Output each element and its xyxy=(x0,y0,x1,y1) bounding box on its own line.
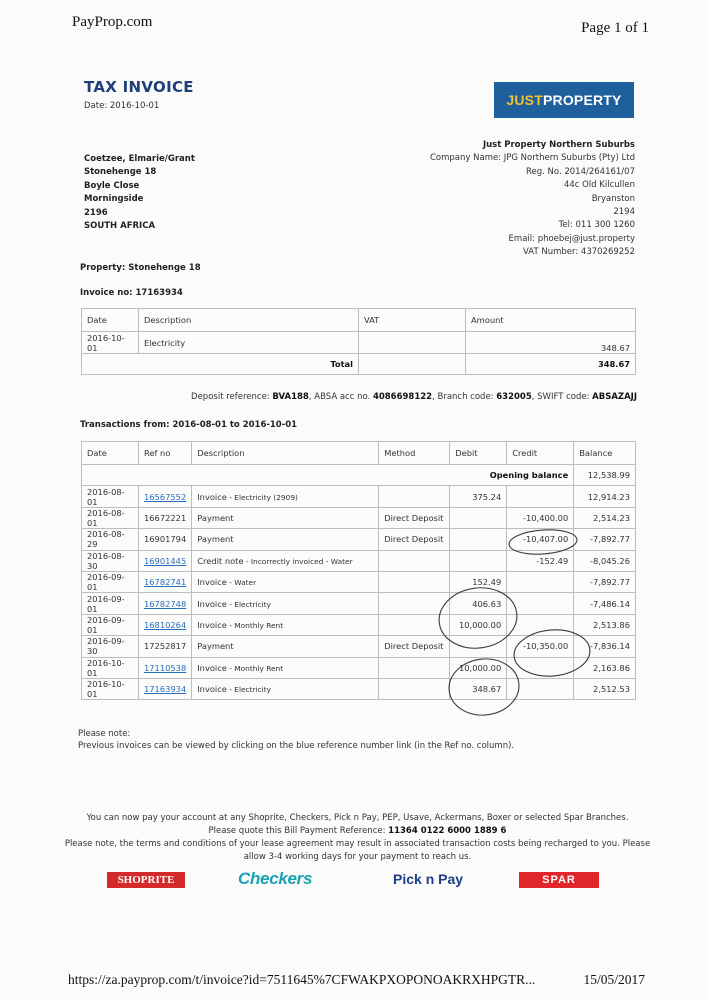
ref-text: 17252817 xyxy=(144,641,187,652)
spar-logo: SPAR xyxy=(519,872,599,888)
company-name: Just Property Northern Suburbs xyxy=(482,140,635,150)
table-row xyxy=(82,636,636,657)
col-method: Method xyxy=(379,442,450,465)
table-row xyxy=(82,571,636,592)
cell-credit xyxy=(507,678,574,699)
cell-description xyxy=(192,571,379,592)
transactions-table xyxy=(81,441,636,700)
cell-method: Direct Deposit xyxy=(379,636,450,657)
cell-description xyxy=(192,614,379,635)
total-vat xyxy=(359,354,466,375)
cell-debit xyxy=(450,636,507,657)
description-main: Invoice xyxy=(197,577,227,588)
transactions-heading: Transactions from: 2016-08-01 to 2016-10-01 xyxy=(80,420,298,430)
description-detail: - Electricity (2909) xyxy=(226,492,298,502)
cell-description xyxy=(192,550,379,571)
ref-text: 16672221 xyxy=(144,512,187,523)
ref-link[interactable]: 16782741 xyxy=(144,577,187,588)
col-vat: VAT xyxy=(359,309,466,332)
invoice-date: Date: 2016-10-01 xyxy=(84,101,160,111)
branch-code: 632005 xyxy=(496,392,532,402)
cell-date: 2016-09-01 xyxy=(82,614,139,635)
table-row xyxy=(82,678,636,699)
cell-description xyxy=(192,678,379,699)
table-row xyxy=(82,614,636,635)
cell-ref xyxy=(139,657,192,678)
address-line: 2196 xyxy=(84,207,108,218)
company-line: 2194 xyxy=(613,207,635,218)
cell-balance: -7,836.14 xyxy=(574,636,636,657)
note-title: Please note: xyxy=(78,729,131,739)
table-row xyxy=(82,657,636,678)
table-row xyxy=(82,529,636,550)
ref-link[interactable]: 17163934 xyxy=(144,684,187,695)
company-line: Bryanston xyxy=(591,193,635,204)
cell-balance: 2,163.86 xyxy=(574,657,636,678)
swift-prefix: , SWIFT code: xyxy=(531,392,593,402)
cell-date: 2016-08-01 xyxy=(82,486,139,507)
invoice-row-amount: 348.67 xyxy=(466,332,636,354)
logo-text-property: PROPERTY xyxy=(542,92,622,108)
col-date: Date xyxy=(82,442,139,465)
cell-description xyxy=(192,636,379,657)
cell-description xyxy=(192,657,379,678)
checkers-logo: Checkers xyxy=(238,869,313,888)
table-row xyxy=(82,486,636,507)
cell-description xyxy=(192,593,379,614)
description-main: Invoice xyxy=(197,684,227,695)
ref-link[interactable]: 16810264 xyxy=(144,619,187,630)
footer-line3: Please note, the terms and conditions of your lease agreement may result in associated transaction costs being recharged to you. Please allow 3-4 working days for your payment to reach us. xyxy=(64,839,651,862)
ref-link[interactable]: 17110538 xyxy=(144,662,187,673)
cell-description xyxy=(192,486,379,507)
description-main: Invoice xyxy=(197,598,227,609)
cell-debit: 10,000.00 xyxy=(450,614,507,635)
ref-text: 16901794 xyxy=(144,534,187,545)
company-line: Reg. No. 2014/264161/07 xyxy=(526,166,635,177)
cell-balance: 12,914.23 xyxy=(574,486,636,507)
address-line: Stonehenge 18 xyxy=(84,167,157,178)
invoice-number: Invoice no: 17163934 xyxy=(80,288,183,298)
cell-date: 2016-08-01 xyxy=(82,507,139,528)
branch-prefix: , Branch code: xyxy=(432,392,497,402)
cell-ref xyxy=(139,571,192,592)
cell-method xyxy=(379,571,450,592)
property-label: Property: Stonehenge 18 xyxy=(80,263,201,273)
cell-ref xyxy=(139,593,192,614)
cell-credit xyxy=(507,657,574,678)
cell-method xyxy=(379,486,450,507)
col-debit: Debit xyxy=(450,442,507,465)
cell-credit xyxy=(507,571,574,592)
description-detail: - Monthly Rent xyxy=(226,663,284,673)
cell-method xyxy=(379,550,450,571)
address-line: Coetzee, Elmarie/Grant xyxy=(84,154,195,164)
cell-balance: -7,486.14 xyxy=(574,593,636,614)
total-label: Total xyxy=(139,354,359,375)
col-credit: Credit xyxy=(507,442,574,465)
cell-date: 2016-08-30 xyxy=(82,550,139,571)
description-detail: - Electricity xyxy=(226,599,271,609)
cell-date: 2016-09-01 xyxy=(82,593,139,614)
table-row xyxy=(82,593,636,614)
cell-date: 2016-09-01 xyxy=(82,571,139,592)
account-number: 4086698122 xyxy=(372,392,433,402)
company-line: VAT Number: 4370269252 xyxy=(523,247,635,258)
cell-debit: 152.49 xyxy=(450,571,507,592)
description-main: Invoice xyxy=(197,662,227,673)
cell-debit xyxy=(450,507,507,528)
col-description: Description xyxy=(139,309,359,332)
swift-code: ABSAZAJJ xyxy=(592,392,637,402)
address-line: Boyle Close xyxy=(84,180,140,191)
cell-balance: -7,892.77 xyxy=(574,571,636,592)
table-row xyxy=(82,550,636,571)
deposit-ref: BVA188 xyxy=(272,392,309,402)
cell-debit: 375.24 xyxy=(450,486,507,507)
bill-payment-reference: 11364 0122 6000 1889 6 xyxy=(388,826,507,836)
cell-method xyxy=(379,678,450,699)
description-main: Credit note xyxy=(197,555,244,566)
address-line: Morningside xyxy=(84,194,144,205)
footer-line2 xyxy=(60,825,655,838)
col-balance: Balance xyxy=(574,442,636,465)
cell-method: Direct Deposit xyxy=(379,507,450,528)
cell-credit: -10,400.00 xyxy=(507,507,574,528)
cell-ref xyxy=(139,507,192,528)
print-date: 15/05/2017 xyxy=(583,972,645,987)
ref-link[interactable]: 16782748 xyxy=(144,598,187,609)
footer-line1: You can now pay your account at any Shoprite, Checkers, Pick n Pay, PEP, Usave, Ackermans, Boxer or selected Spar Branches. xyxy=(86,813,629,823)
cell-balance: -7,892.77 xyxy=(574,529,636,550)
cell-balance: -8,045.26 xyxy=(574,550,636,571)
col-date: Date xyxy=(82,309,139,332)
cell-balance: 2,512.53 xyxy=(574,678,636,699)
ref-link[interactable]: 16901445 xyxy=(144,555,187,566)
bill-ref-prefix: Please quote this Bill Payment Reference: xyxy=(208,826,389,836)
shoprite-logo: SHOPRITE xyxy=(107,872,185,888)
cell-ref xyxy=(139,529,192,550)
pick-n-pay-logo: Pick n Pay xyxy=(393,871,464,887)
company-line: 44c Old Kilcullen xyxy=(563,180,635,191)
cell-credit xyxy=(507,614,574,635)
cell-method xyxy=(379,657,450,678)
address-line: SOUTH AFRICA xyxy=(84,221,156,232)
company-details xyxy=(430,139,635,260)
cell-description xyxy=(192,507,379,528)
description-detail: - Incorrectly invoiced - Water xyxy=(243,556,353,566)
invoice-row-description: Electricity xyxy=(139,332,359,354)
description-detail: - Monthly Rent xyxy=(226,620,284,630)
cell-ref xyxy=(139,678,192,699)
just-property-logo xyxy=(494,82,634,118)
col-ref: Ref no xyxy=(139,442,192,465)
retailer-logos xyxy=(0,869,707,894)
cell-date: 2016-10-01 xyxy=(82,678,139,699)
deposit-reference xyxy=(191,392,637,402)
description-main: Invoice xyxy=(197,619,227,630)
cell-ref xyxy=(139,614,192,635)
recipient-address xyxy=(84,153,195,233)
cell-debit: 10,000.00 xyxy=(450,657,507,678)
opening-balance-value: 12,538.99 xyxy=(574,465,636,486)
cell-credit xyxy=(507,593,574,614)
note-text: Previous invoices can be viewed by clicking on the blue reference number link (in the Ref no. column). xyxy=(78,741,515,751)
table-row xyxy=(82,507,636,528)
payment-footer xyxy=(60,812,655,864)
note xyxy=(78,728,514,752)
description-main: Payment xyxy=(197,534,234,545)
site-name: PayProp.com xyxy=(72,14,153,30)
cell-date: 2016-09-30 xyxy=(82,636,139,657)
cell-credit xyxy=(507,486,574,507)
description-detail: - Water xyxy=(226,578,257,588)
cell-debit xyxy=(450,550,507,571)
cell-date: 2016-08-29 xyxy=(82,529,139,550)
cell-date: 2016-10-01 xyxy=(82,657,139,678)
description-detail: - Electricity xyxy=(226,685,271,695)
acc-prefix: , ABSA acc no. xyxy=(308,392,373,402)
opening-balance-label: Opening balance xyxy=(82,465,574,486)
invoice-row-vat xyxy=(359,332,466,354)
invoice-table xyxy=(81,308,636,375)
cell-credit: -10,407.00 xyxy=(507,529,574,550)
col-amount: Amount xyxy=(466,309,636,332)
col-description: Description xyxy=(192,442,379,465)
cell-credit: -152.49 xyxy=(507,550,574,571)
page-counter: Page 1 of 1 xyxy=(581,20,649,36)
print-url: https://za.payprop.com/t/invoice?id=7511645%7CFWAKPXOPONOAKRXHPGTR... xyxy=(68,972,536,987)
cell-method: Direct Deposit xyxy=(379,529,450,550)
cell-balance: 2,513.86 xyxy=(574,614,636,635)
cell-balance: 2,514.23 xyxy=(574,507,636,528)
cell-ref xyxy=(139,550,192,571)
company-line: Company Name: JPG Northern Suburbs (Pty) Ltd xyxy=(429,153,635,164)
total-value: 348.67 xyxy=(466,354,636,375)
cell-method xyxy=(379,614,450,635)
cell-debit xyxy=(450,529,507,550)
cell-description xyxy=(192,529,379,550)
description-main: Invoice xyxy=(197,491,227,502)
cell-debit: 348.67 xyxy=(450,678,507,699)
cell-credit: -10,350.00 xyxy=(507,636,574,657)
logo-text-just: JUST xyxy=(506,92,543,108)
company-line: Tel: 011 300 1260 xyxy=(558,220,635,231)
cell-method xyxy=(379,593,450,614)
cell-ref xyxy=(139,636,192,657)
total-spacer xyxy=(82,354,139,375)
cell-debit: 406.63 xyxy=(450,593,507,614)
invoice-row-date: 2016-10-01 xyxy=(82,332,139,354)
deposit-prefix: Deposit reference: xyxy=(191,392,273,402)
company-line: Email: phoebej@just.property xyxy=(508,233,635,244)
cell-ref xyxy=(139,486,192,507)
description-main: Payment xyxy=(197,641,234,652)
ref-link[interactable]: 16567552 xyxy=(144,491,187,502)
invoice-title: TAX INVOICE xyxy=(84,78,194,96)
description-main: Payment xyxy=(197,512,234,523)
